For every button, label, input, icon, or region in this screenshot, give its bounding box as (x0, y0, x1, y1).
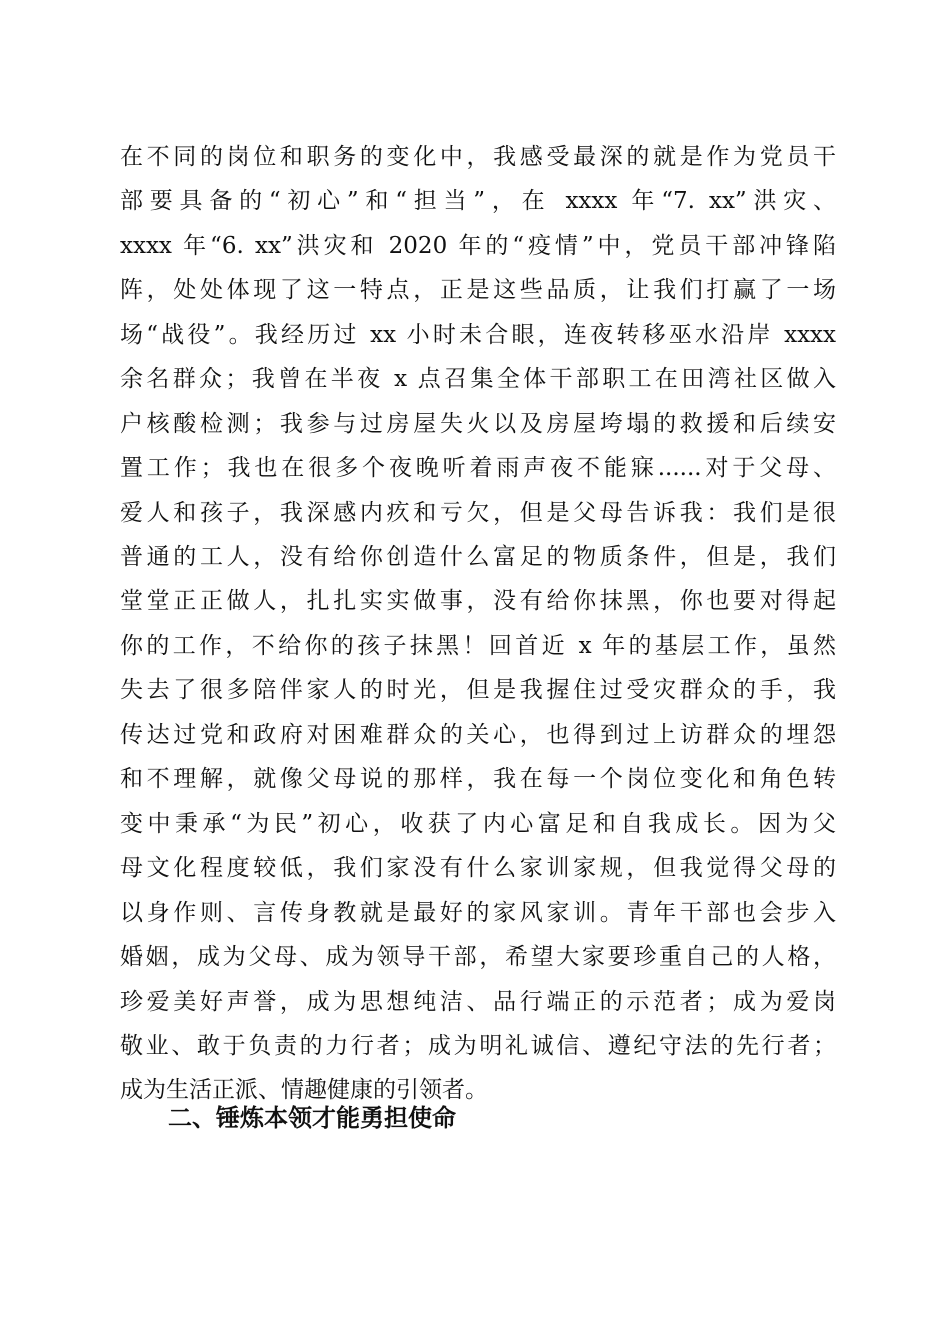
paragraph-line: 敬业、敢于负责的力行者；成为明礼诚信、遵纪守法的先行者； (120, 1033, 836, 1059)
paragraph-line: 珍爱美好声誉，成为思想纯洁、品行端正的示范者；成为爱岗 (120, 989, 836, 1015)
paragraph-line: xxxx 年“6. xx”洪灾和 2020 年的“疫情”中，党员干部冲锋陷 (120, 233, 836, 259)
paragraph-line: 传达过党和政府对困难群众的关心，也得到过上访群众的埋怨 (120, 722, 836, 748)
paragraph-line: 部要具备的“初心”和“担当”，在 xxxx 年“7. xx”洪灾、 (120, 188, 836, 214)
paragraph-line: 堂堂正正做人，扎扎实实做事，没有给你抹黑，你也要对得起 (120, 588, 836, 614)
paragraph-line: 户核酸检测；我参与过房屋失火以及房屋垮塌的救援和后续安 (120, 411, 836, 437)
paragraph-line: 以身作则、言传身教就是最好的家风家训。青年干部也会步入 (120, 900, 836, 926)
paragraph-line: 和不理解，就像父母说的那样，我在每一个岗位变化和角色转 (120, 766, 836, 792)
paragraph-line: 你的工作，不给你的孩子抹黑！回首近 x 年的基层工作，虽然 (120, 633, 836, 659)
paragraph-line: 普通的工人，没有给你创造什么富足的物质条件，但是，我们 (120, 544, 836, 570)
paragraph-line: 成为生活正派、情趣健康的引领者。 (120, 1077, 488, 1103)
paragraph-line: 变中秉承“为民”初心，收获了内心富足和自我成长。因为父 (120, 811, 836, 837)
paragraph-line: 场“战役”。我经历过 xx 小时未合眼，连夜转移巫水沿岸 xxxx (120, 322, 836, 348)
paragraph-line: 置工作；我也在很多个夜晚听着雨声夜不能寐......对于父母、 (120, 455, 836, 481)
paragraph-line: 母文化程度较低，我们家没有什么家训家规，但我觉得父母的 (120, 855, 836, 881)
paragraph-line: 失去了很多陪伴家人的时光，但是我握住过受灾群众的手，我 (120, 677, 836, 703)
section-heading: 二、锤炼本领才能勇担使命 (168, 1104, 456, 1132)
paragraph-line: 余名群众；我曾在半夜 x 点召集全体干部职工在田湾社区做入 (120, 366, 836, 392)
paragraph-line: 婚姻，成为父母、成为领导干部，希望大家要珍重自己的人格， (120, 944, 836, 970)
paragraph-line: 爱人和孩子，我深感内疚和亏欠，但是父母告诉我：我们是很 (120, 500, 836, 526)
paragraph-line: 在不同的岗位和职务的变化中，我感受最深的就是作为党员干 (120, 144, 836, 170)
paragraph-line: 阵，处处体现了这一特点，正是这些品质，让我们打赢了一场 (120, 277, 836, 303)
